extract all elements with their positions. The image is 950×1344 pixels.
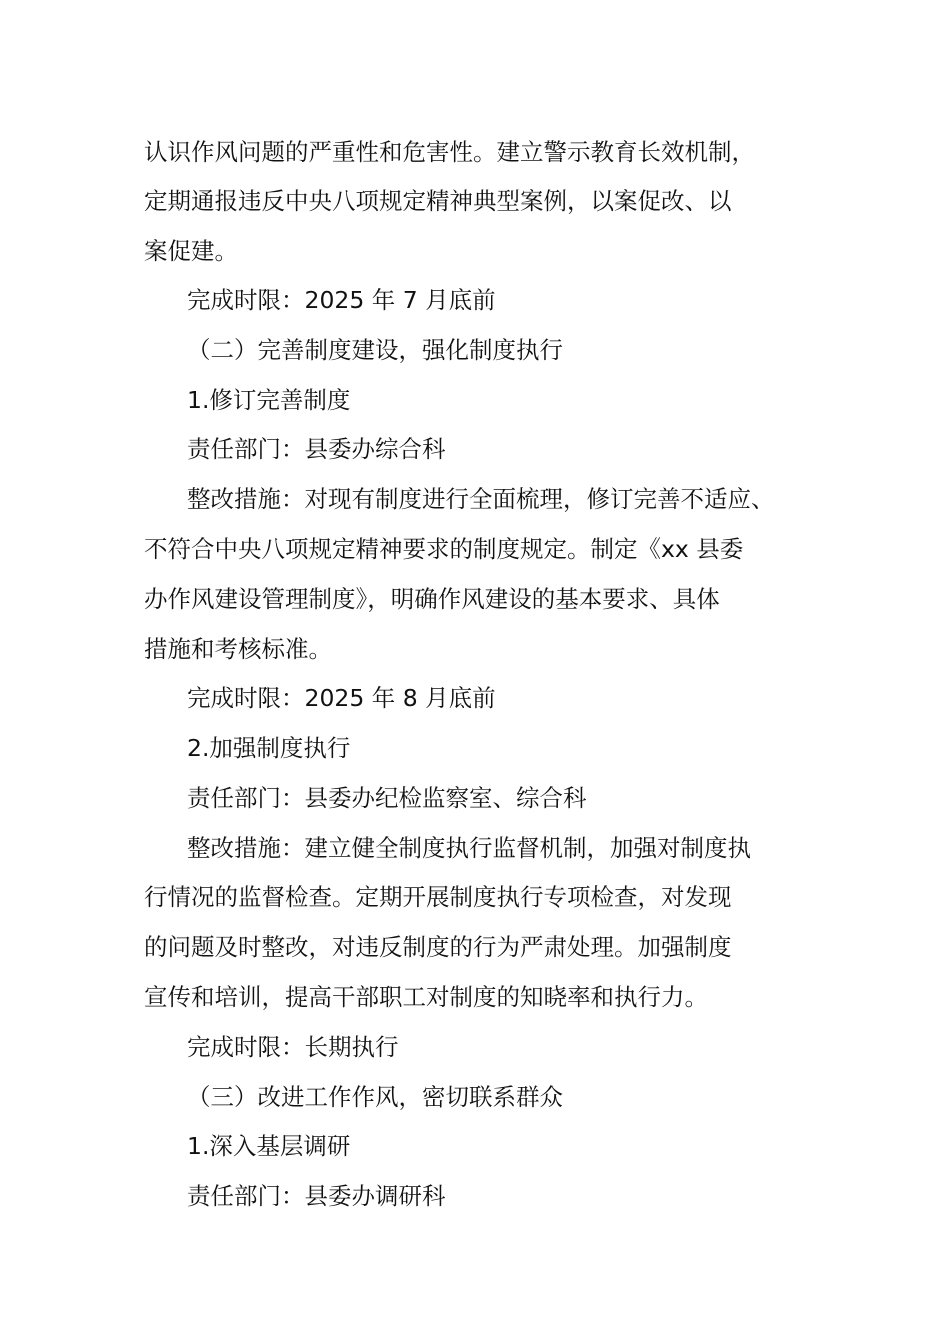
responsible-department-line: 责任部门：县委办调研科	[187, 1182, 446, 1210]
deadline-line: 完成时限：2025 年 7 月底前	[187, 286, 496, 314]
section-heading: （三）改进工作作风，密切联系群众	[187, 1083, 563, 1111]
measures-line: 整改措施：对现有制度进行全面梳理，修订完善不适应、	[187, 485, 775, 513]
item-heading: 2.加强制度执行	[187, 734, 351, 762]
section-heading: （二）完善制度建设，强化制度执行	[187, 336, 563, 364]
responsible-department-line: 责任部门：县委办纪检监察室、综合科	[187, 784, 587, 812]
body-text-line: 案促建。	[144, 237, 238, 265]
body-text-line: 宣传和培训，提高干部职工对制度的知晓率和执行力。	[144, 983, 708, 1011]
item-heading: 1.修订完善制度	[187, 386, 351, 414]
responsible-department-line: 责任部门：县委办综合科	[187, 435, 446, 463]
body-text-line: 不符合中央八项规定精神要求的制度规定。制定《xx 县委	[144, 535, 744, 563]
body-text-line: 办作风建设管理制度》，明确作风建设的基本要求、具体	[144, 585, 720, 613]
body-text-line: 行情况的监督检查。定期开展制度执行专项检查，对发现	[144, 883, 732, 911]
deadline-line: 完成时限：2025 年 8 月底前	[187, 684, 496, 712]
body-text-line: 认识作风问题的严重性和危害性。建立警示教育长效机制，	[144, 138, 755, 166]
measures-line: 整改措施：建立健全制度执行监督机制，加强对制度执	[187, 834, 751, 862]
body-text-line: 措施和考核标准。	[144, 635, 332, 663]
deadline-line: 完成时限：长期执行	[187, 1033, 399, 1061]
body-text-line: 的问题及时整改，对违反制度的行为严肃处理。加强制度	[144, 933, 732, 961]
body-text-line: 定期通报违反中央八项规定精神典型案例，以案促改、以	[144, 187, 732, 215]
item-heading: 1.深入基层调研	[187, 1132, 351, 1160]
